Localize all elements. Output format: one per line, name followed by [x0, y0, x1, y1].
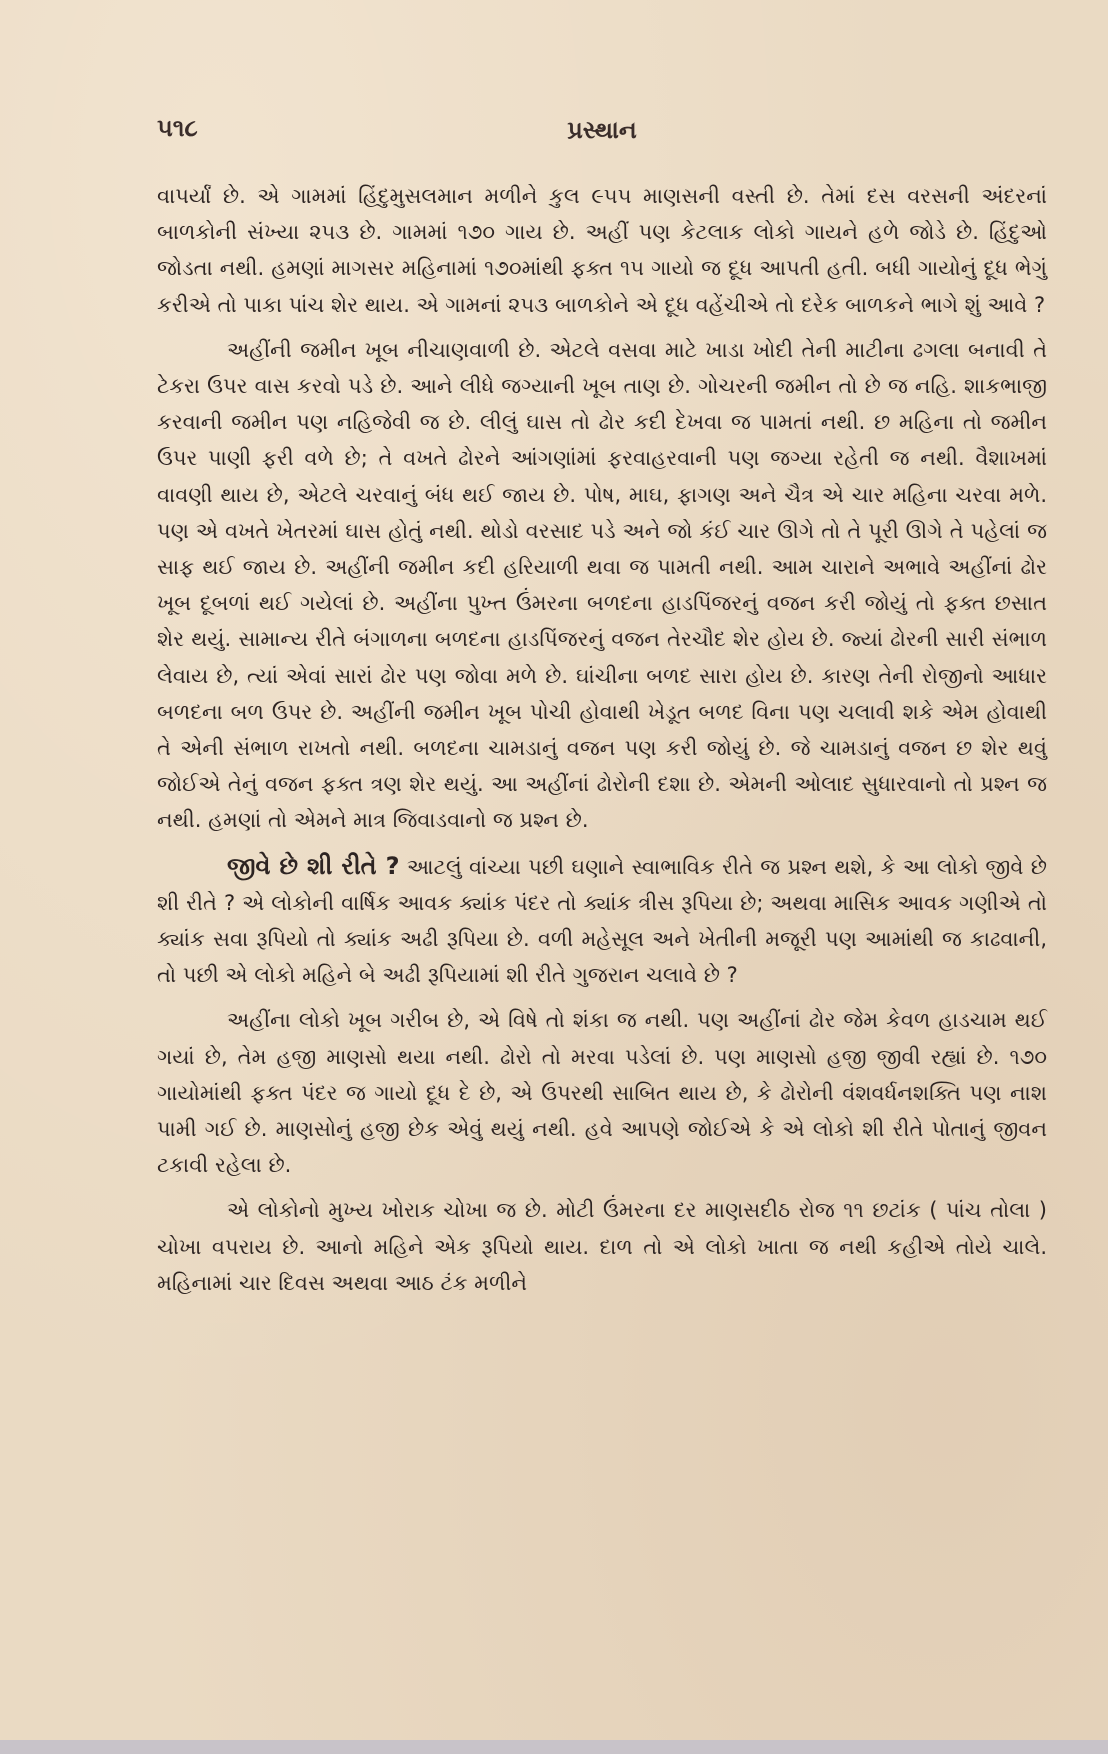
paragraph-text: આટલું વાંચ્યા પછી ઘણાને સ્વાભાવિક રીતે જ પ્રશ્ન થશે, કે આ લોકો જીવે છે શી રીતે ? એ લોકોની વાર્ષિક આવક ક્યાંક પંદર તો ક્યાંક ત્રીસ રૂપિયા છે; અથવા માસિક આવક ગણીએ તો ક્યાંક સવા રૂપિયો તો ક્યાંક અઢી રૂપિયા છે. વળી મહેસૂલ અને ખેતીની મજૂરી પણ આમાંથી જ કાઢવાની, તો પછી એ લોકો મહિને બે અઢી રૂપિયામાં શી રીતે ગુજરાન ચલાવે છે ? — [157, 854, 1047, 988]
section-lead-heading: જીવે છે શી રીતે ? — [227, 851, 400, 880]
scan-bottom-edge — [0, 1740, 1108, 1754]
paragraph-1 — [157, 178, 1047, 323]
body-text — [157, 178, 1047, 1310]
paragraph-2 — [157, 332, 1047, 839]
paragraph-text: અહીંની જમીન ખૂબ નીચાણવાળી છે. એટલે વસવા માટે ખાડા ખોદી તેની માટીના ઢગલા બનાવી તે ટેકરા ઉપર વાસ કરવો પડે છે. આને લીધે જગ્યાની ખૂબ તાણ છે. ગોચરની જમીન તો છે જ નહિ. શાકભાજી કરવાની જમીન પણ નહિજેવી જ છે. લીલું ઘાસ તો ઢોર કદી દેખવા જ પામતાં નથી. છ મહિના તો જમીન ઉપર પાણી ફરી વળે છે; તે વખતે ઢોરને આંગણાંમાં ફરવાહરવાની પણ જગ્યા રહેતી જ નથી. વૈશાખમાં વાવણી થાય છે, એટલે ચરવાનું બંધ થઈ જાય છે. પોષ, માઘ, ફાગણ અને ચૈત્ર એ ચાર મહિના ચરવા મળે. પણ એ વખતે ખેતરમાં ઘાસ હોતું નથી. થોડો વરસાદ પડે અને જો કંઈ ચાર ઊગે તો તે પૂરી ઊગે તે પહેલાં જ સાફ થઈ જાય છે. અહીંની જમીન કદી હરિયાળી થવા જ પામતી નથી. આમ ચારાને અભાવે અહીંનાં ઢોર ખૂબ દૂબળાં થઈ ગયેલાં છે. અહીંના પુખ્ત ઉંમરના બળદના હાડપિંજરનું વજન કરી જોયું તો ફક્ત છસાત શેર થયું. સામાન્ય રીતે બંગાળના બળદના હાડપિંજરનું વજન તેરચૌદ શેર હોય છે. જ્યાં ઢોરની સારી સંભાળ લેવાય છે, ત્યાં એવાં સારાં ઢોર પણ જોવા મળે છે. ઘાંચીના બળદ સારા હોય છે. કારણ તેની રોજીનો આધાર બળદના બળ ઉપર છે. અહીંની જમીન ખૂબ પોચી હોવાથી ખેડૂત બળદ વિના પણ ચલાવી શકે એમ હોવાથી તે એની સંભાળ રાખતો નથી. બળદના ચામડાનું વજન પણ કરી જોયું છે. જે ચામડાનું વજન છ શેર થવું જોઈએ તેનું વજન ફક્ત ત્રણ શેર થયું. આ અહીંનાં ઢોરોની દશા છે. એમની ઓલાદ સુધારવાનો તો પ્રશ્ન જ નથી. હમણાં તો એમને માત્ર જિવાડવાનો જ પ્રશ્ન છે. — [157, 337, 1047, 833]
running-title: પ્રસ્થાન — [567, 116, 637, 144]
paragraph-5 — [157, 1192, 1047, 1301]
paragraph-text: અહીંના લોકો ખૂબ ગરીબ છે, એ વિષે તો શંકા જ નથી. પણ અહીંનાં ઢોર જેમ કેવળ હાડચામ થઈ ગયાં છે, તેમ હજી માણસો થયા નથી. ઢોરો તો મરવા પડેલાં છે. પણ માણસો હજી જીવી રહ્યાં છે. ૧૭૦ ગાયોમાંથી ફક્ત પંદર જ ગાયો દૂધ દે છે, એ ઉપરથી સાબિત થાય છે, કે ઢોરોની વંશવર્ધનશક્તિ પણ નાશ પામી ગઈ છે. માણસોનું હજી છેક એવું થયું નથી. હવે આપણે જોઈએ કે એ લોકો શી રીતે પોતાનું જીવન ટકાવી રહેલા છે. — [157, 1008, 1047, 1178]
paragraph-text: એ લોકોનો મુખ્ય ખોરાક ચોખા જ છે. મોટી ઉંમરના દર માણસદીઠ રોજ ૧૧ છટાંક ( પાંચ તોલા ) ચોખા વપરાય છે. આનો મહિને એક રૂપિયો થાય. દાળ તો એ લોકો ખાતા જ નથી કહીએ તોયે ચાલે. મહિનામાં ચાર દિવસ અથવા આઠ ટંક મળીને — [157, 1198, 1047, 1295]
page-number: ૫૧૮ — [157, 114, 198, 142]
paragraph-text: વાપર્યાં છે. એ ગામમાં હિંદુમુસલમાન મળીને કુલ ૯૫૫ માણસની વસ્તી છે. તેમાં દસ વરસની અંદરનાં બાળકોની સંખ્યા ૨૫૩ છે. ગામમાં ૧૭૦ ગાય છે. અહીં પણ કેટલાક લોકો ગાયને હળે જોડે છે. હિંદુઓ જોડતા નથી. હમણાં માગસર મહિનામાં ૧૭૦માંથી ફક્ત ૧૫ ગાયો જ દૂધ આપતી હતી. બધી ગાયોનું દૂધ ભેગું કરીએ તો પાકા પાંચ શેર થાય. એ ગામનાં ૨૫૩ બાળકોને એ દૂધ વહેંચીએ તો દરેક બાળકને ભાગે શું આવે ? — [157, 184, 1047, 317]
paragraph-3 — [157, 848, 1047, 994]
page-header — [157, 114, 1047, 154]
paragraph-4 — [157, 1002, 1047, 1183]
